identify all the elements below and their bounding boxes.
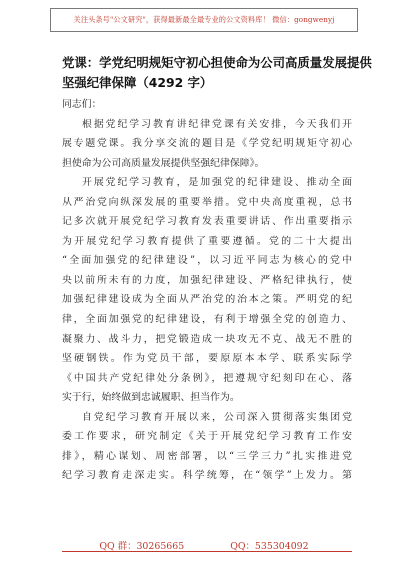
paragraph-line: 为开展党纪学习教育提供了重要遵循。党的二十大提出 [62,235,352,247]
document-body [62,95,352,486]
header-banner: 关注头条号"公文研究"，获得最新最全最专业的公文资料库！ 微信：gongwenyj [50,8,358,32]
footer-contact [0,538,408,552]
paragraph-line: 展专题党课。我分享交流的题目是《学党纪明规矩守初心 [62,138,352,150]
footer-qq-group: QQ 群：30265665 [99,541,185,552]
paragraph-line: 从严治党向纵深发展的重要举措。党中央高度重视，总书 [62,196,352,208]
paragraph-line: 开展党纪学习教育，是加强党的纪律建设、推动全面 [82,177,352,189]
paragraph-line: 加强纪律建设成为全面从严治党的治本之策。严明党的纪 [62,294,352,306]
title-line-1: 党课：学党纪明规矩守初心担使命为公司高质量发展提供 [62,55,372,70]
paragraph-line: 纪学习教育走深走实。科学统筹，在“领学”上发力。第 [62,470,352,482]
paragraph-line: 《中国共产党纪律处分条例》，把遵规守纪刻印在心、落 [62,372,352,384]
paragraph-line: 自党纪学习教育开展以来，公司深入贯彻落实集团党 [82,411,352,423]
paragraph-line: 担使命为公司高质量发展提供坚强纪律保障》。 [62,157,265,169]
paragraph-line: 律，全面加强党的纪律建设，有利于增强全党的创造力、 [62,314,352,326]
document-title [62,53,372,93]
footer-qq: QQ：535304092 [230,541,309,552]
paragraph-line: 委工作要求，研究制定《关于开展党纪学习教育工作安 [62,431,352,443]
paragraph-line: “全面加强党的纪律建设”，以习近平同志为核心的党中 [62,255,352,267]
paragraph-line: 根据党纪学习教育讲纪律党课有关安排，今天我们开 [82,118,352,130]
paragraph-line: 凝聚力、战斗力，把党锻造成一块攻无不克、战无不胜的 [62,333,352,345]
salutation: 同志们： [62,99,102,110]
paragraph-line: 排》，精心谋划、周密部署，以“三学三力”扎实推进党 [62,450,352,462]
footer-underline [62,551,352,552]
paragraph-line: 央以前所未有的力度，加强纪律建设、严格纪律执行，使 [62,274,352,286]
paragraph-line: 实于行，始终做到忠诚履职、担当作为。 [62,392,240,404]
paragraph-line: 记多次就开展党纪学习教育发表重要讲话、作出重要指示 [62,216,352,228]
title-line-2: 坚强纪律保障（4292 字） [62,75,213,90]
paragraph-line: 坚硬钢铁。作为党员干部，要原原本本学、联系实际学 [62,353,352,365]
